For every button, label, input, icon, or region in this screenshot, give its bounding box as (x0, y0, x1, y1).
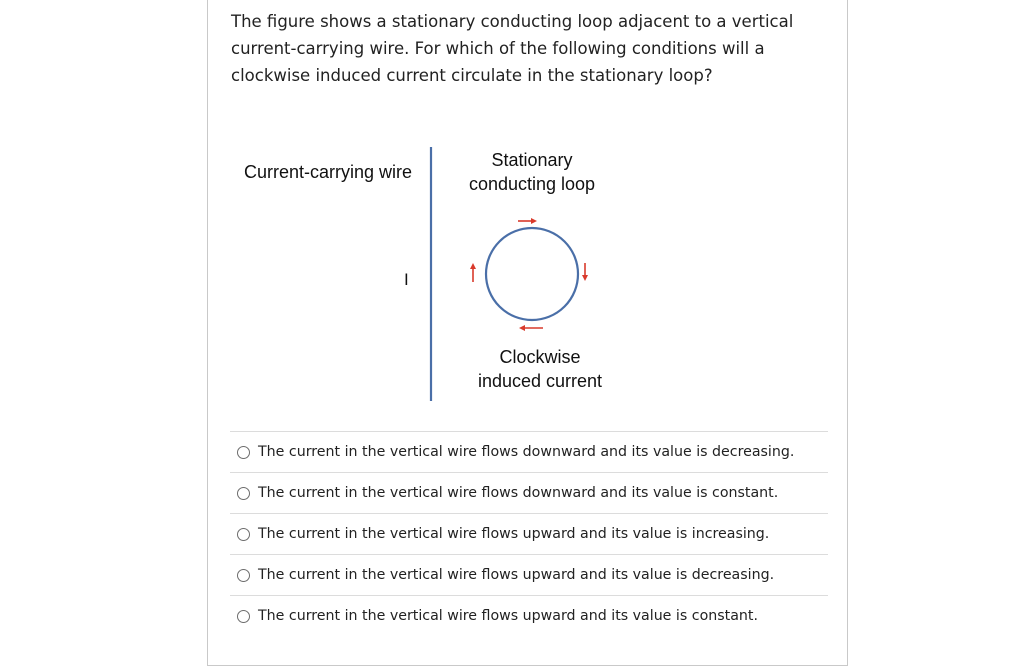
option-label: The current in the vertical wire flows downward and its value is constant. (258, 485, 779, 501)
radio-button[interactable] (237, 569, 250, 582)
radio-button[interactable] (237, 528, 250, 541)
option-4[interactable] (230, 554, 828, 595)
arrow-top-right (518, 218, 537, 224)
loop-label-line1: Stationary (491, 150, 573, 170)
arrow-right-down (582, 263, 588, 281)
conducting-loop (486, 228, 578, 320)
induced-label-line2: induced current (477, 371, 603, 391)
option-1[interactable] (230, 431, 828, 472)
physics-figure (208, 139, 849, 419)
loop-label-line2: conducting loop (468, 174, 596, 194)
question-text: The figure shows a stationary conducting loop adjacent to a vertical current-carrying wire. For which of the following conditions will a clockwise induced current circulate in the stationary loop? (231, 12, 794, 85)
arrow-left-up (470, 263, 476, 282)
radio-button[interactable] (237, 446, 250, 459)
radio-button[interactable] (237, 610, 250, 623)
wire-label: Current-carrying wire (244, 162, 413, 182)
option-5[interactable] (230, 595, 828, 636)
figure-graphics (208, 139, 849, 419)
arrow-bottom-left (519, 325, 543, 331)
option-label: The current in the vertical wire flows upward and its value is decreasing. (258, 567, 775, 583)
answer-options (230, 431, 828, 636)
option-label: The current in the vertical wire flows upward and its value is constant. (258, 608, 758, 624)
option-label: The current in the vertical wire flows downward and its value is decreasing. (258, 444, 795, 460)
induced-label-line1: Clockwise (499, 347, 581, 367)
option-label: The current in the vertical wire flows upward and its value is increasing. (258, 526, 770, 542)
option-2[interactable] (230, 472, 828, 513)
radio-button[interactable] (237, 487, 250, 500)
question-card (207, 0, 848, 666)
option-3[interactable] (230, 513, 828, 554)
current-symbol: I (404, 270, 409, 289)
